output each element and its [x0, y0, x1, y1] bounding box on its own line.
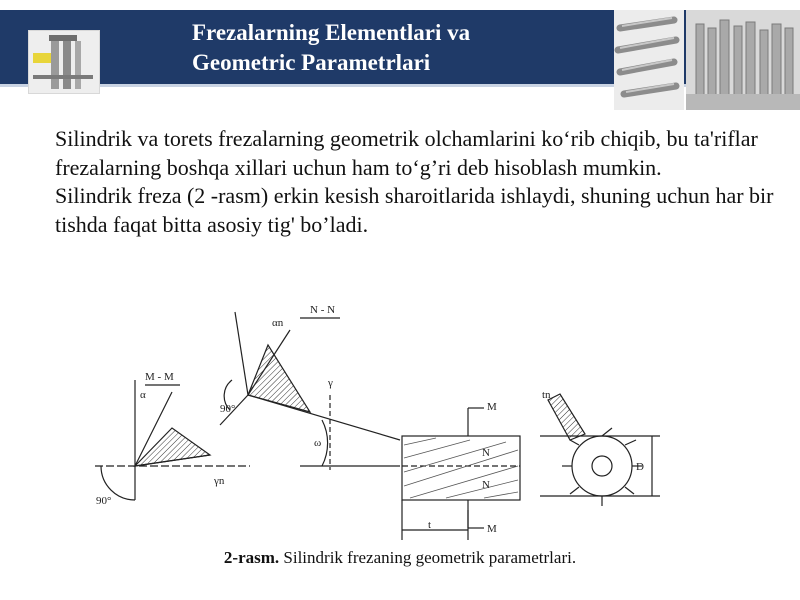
label-alpha-n: αn [272, 317, 284, 329]
label-90-left: 90° [96, 495, 112, 507]
page-title [192, 18, 612, 78]
label-t-n: tn [542, 389, 551, 401]
paragraph-2: Silindrik freza (2 -rasm) erkin kesish sharoitlarida ishlaydi, shuning uchun har bir tishda faqat bitta asosiy tig' bo’ladi. [55, 183, 774, 237]
label-m-bottom: M [487, 523, 497, 535]
label-omega: ω [314, 437, 322, 449]
label-section-nn: N - N [310, 304, 336, 316]
milling-tool-thumbnail-left [28, 30, 100, 94]
cutting-tools-photo [686, 10, 800, 110]
end-mills-photo [614, 10, 684, 110]
label-m-top: M [487, 401, 497, 413]
caption-number: 2-rasm. [223, 548, 280, 567]
label-90-mid: 90° [220, 403, 236, 415]
title-line-2: Geometric Parametrlari [192, 50, 431, 75]
label-alpha: α [140, 389, 146, 401]
label-t: t [428, 519, 432, 531]
label-n-lower: N [482, 479, 490, 491]
label-gamma: γ [328, 377, 333, 389]
body-text [55, 125, 775, 239]
paragraph-1: Silindrik va torets frezalarning geometrik olchamlarini ko‘rib chiqib, bu ta'riflar frezalarning boshqa xillari uchun ham to‘g’ri deb hisoblash mumkin. [55, 126, 758, 180]
cylindrical-cutter-geometry-diagram [90, 300, 670, 545]
label-section-mm: M - M [145, 371, 174, 383]
figure-caption [0, 548, 800, 568]
label-gamma-n: γn [214, 475, 225, 487]
caption-text: Silindrik frezaning geometrik parametrlari. [279, 548, 577, 567]
label-d: D [636, 461, 644, 473]
label-n-upper: N [482, 447, 490, 459]
title-line-1: Frezalarning Elementlari va [192, 20, 471, 45]
